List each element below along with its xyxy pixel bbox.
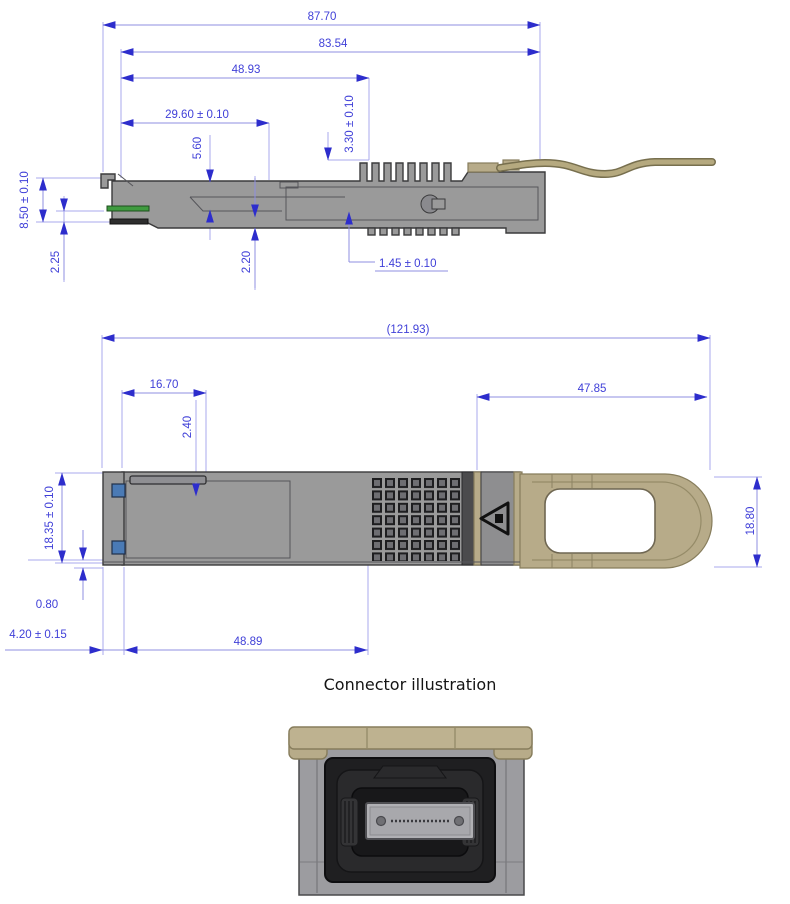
guide-pin-hole-left [377, 817, 386, 826]
cavity-key [374, 766, 446, 778]
dim-240: 2.40 [182, 415, 194, 439]
dim-1880: 18.80 [745, 506, 757, 536]
emi-clip-bottom [112, 541, 125, 554]
warning-glyph [495, 514, 503, 523]
pcb-edge [107, 206, 149, 211]
top-slot [130, 476, 206, 484]
side-view-extension-lines [36, 22, 540, 290]
dim-8770: 87.70 [307, 11, 337, 23]
dim-145: 1.45 ± 0.10 [379, 258, 437, 270]
dim-1670: 16.70 [149, 379, 179, 391]
side-view-module [101, 160, 712, 235]
dim-4785: 47.85 [577, 383, 607, 395]
dim-330: 3.30 ± 0.10 [344, 95, 356, 153]
side-view-dimensions [19, 11, 540, 288]
dim-12193: (121.93) [386, 324, 430, 336]
connector-illustration [289, 727, 532, 895]
top-view-module [103, 472, 712, 568]
dim-420: 4.20 ± 0.15 [9, 629, 67, 641]
dim-080: 0.80 [35, 599, 59, 611]
dark-strip [462, 472, 474, 565]
module-body-outline [112, 163, 545, 233]
module-bottom-fins [368, 228, 459, 235]
dim-225: 2.25 [50, 250, 62, 274]
top-view [5, 324, 762, 655]
guide-pin-hole-right [455, 817, 464, 826]
vent-grid [372, 477, 463, 561]
dim-4889: 48.89 [233, 636, 263, 648]
dim-220: 2.20 [241, 250, 253, 274]
pull-tab-front-bar [289, 727, 532, 749]
connector-illustration-caption: Connector illustration [323, 675, 497, 694]
dim-1835: 18.35 ± 0.10 [44, 486, 56, 550]
emi-clip-top [112, 484, 125, 497]
dim-4893: 48.93 [231, 64, 261, 76]
pull-tab-hole [545, 489, 655, 553]
dim-560: 5.60 [192, 136, 204, 160]
latch-spring-left [341, 798, 358, 846]
side-view [19, 11, 712, 290]
dim-8354: 83.54 [318, 38, 348, 50]
bottom-lip [110, 219, 148, 224]
tab-anchor-1 [468, 163, 498, 172]
dim-850: 8.50 ± 0.10 [19, 171, 31, 229]
dim-2960: 29.60 ± 0.10 [165, 109, 229, 121]
